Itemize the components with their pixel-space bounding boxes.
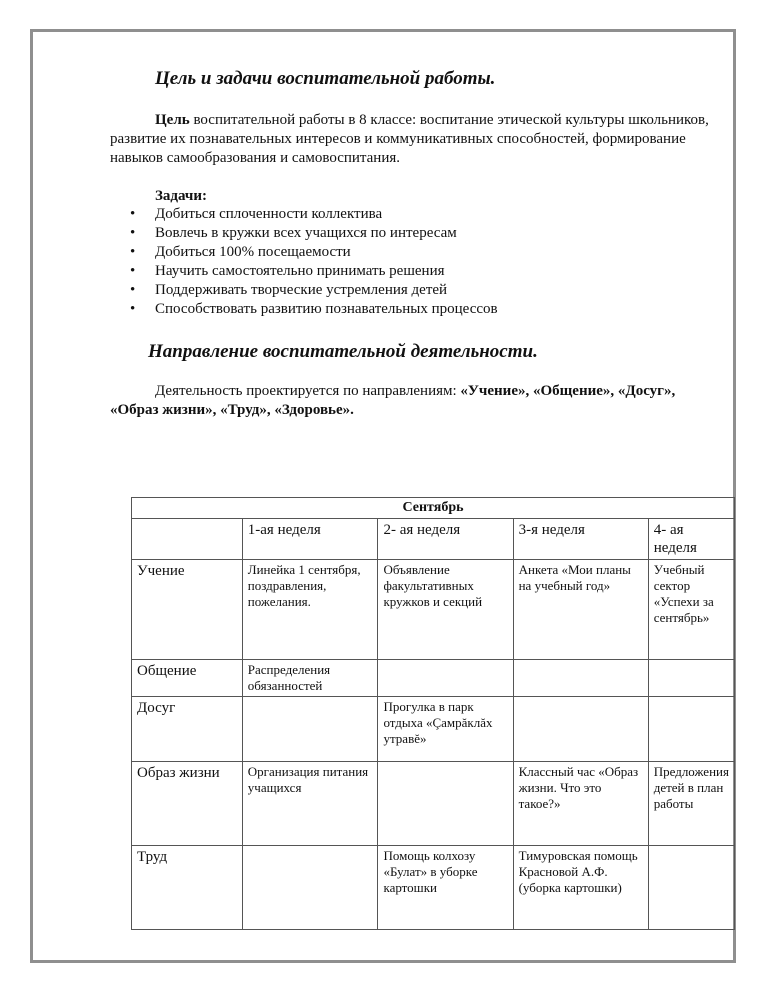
table-cell: Организация питания учащихся (242, 762, 378, 846)
table-cell (648, 697, 734, 762)
table-cell (513, 660, 648, 697)
table-row (132, 762, 735, 846)
table-cell (242, 846, 378, 930)
list-item: • Вовлечь в кружки всех учащихся по интересам (110, 224, 498, 243)
table-cell (132, 519, 243, 560)
table-cell (648, 846, 734, 930)
list-item: • Поддерживать творческие устремления детей (110, 281, 498, 300)
week-header: 2- ая неделя (378, 519, 513, 560)
list-item: • Научить самостоятельно принимать решения (110, 262, 498, 281)
table-cell: Прогулка в парк отдыха «Çамрăклăх утравĕ» (378, 697, 513, 762)
table-cell (513, 697, 648, 762)
goal-paragraph (110, 111, 722, 168)
directions-intro: Деятельность проектируется по направлениям: (155, 383, 461, 399)
table-cell: Классный час «Образ жизни. Что это такое?» (513, 762, 648, 846)
list-item: • Добиться сплоченности коллектива (110, 205, 498, 224)
row-label: Учение (132, 560, 243, 660)
table-row (132, 846, 735, 930)
goal-label: Цель (155, 112, 190, 128)
table-cell: Объявление факультативных кружков и секций (378, 560, 513, 660)
table-row (132, 660, 735, 697)
month-header: Сентябрь (132, 498, 735, 519)
week-header: 1-ая неделя (242, 519, 378, 560)
row-label: Досуг (132, 697, 243, 762)
week-header: 4- ая неделя (648, 519, 734, 560)
row-label: Труд (132, 846, 243, 930)
september-plan-table (131, 497, 735, 930)
table-cell: Распределения обязанностей (242, 660, 378, 697)
row-label: Общение (132, 660, 243, 697)
list-item: • Добиться 100% посещаемости (110, 243, 498, 262)
heading-directions: Направление воспитательной деятельности. (148, 341, 538, 362)
table-cell: Анкета «Мои планы на учебный год» (513, 560, 648, 660)
table-row (132, 560, 735, 660)
table-row (132, 498, 735, 519)
table-cell: Тимуровская помощь Красновой А.Ф.(уборка картошки) (513, 846, 648, 930)
table-cell: Учебный сектор «Успехи за сентябрь» (648, 560, 734, 660)
table-cell: Линейка 1 сентября, поздравления, пожелания. (242, 560, 378, 660)
goal-text: воспитательной работы в 8 классе: воспитание этической культуры школьников, развитие их познавательных интересов и коммуникативных способностей, формирование навыков самообразования и самовоспитания. (110, 112, 709, 166)
tasks-list (110, 205, 498, 319)
table-row (132, 519, 735, 560)
table-cell (378, 660, 513, 697)
tasks-title: Задачи: (155, 188, 208, 204)
heading-goals: Цель и задачи воспитательной работы. (155, 68, 496, 89)
table-cell (648, 660, 734, 697)
table-cell: Помощь колхозу «Булат» в уборке картошки (378, 846, 513, 930)
table-cell (242, 697, 378, 762)
directions-paragraph (110, 382, 722, 420)
table-cell (378, 762, 513, 846)
table-cell: Предложения детей в план работы (648, 762, 734, 846)
week-header: 3-я неделя (513, 519, 648, 560)
row-label: Образ жизни (132, 762, 243, 846)
table-row (132, 697, 735, 762)
list-item: • Способствовать развитию познавательных процессов (110, 300, 498, 319)
directions-list: «Учение», «Общение», «Досуг», «Образ жизни», «Труд», «Здоровье». (110, 383, 676, 418)
